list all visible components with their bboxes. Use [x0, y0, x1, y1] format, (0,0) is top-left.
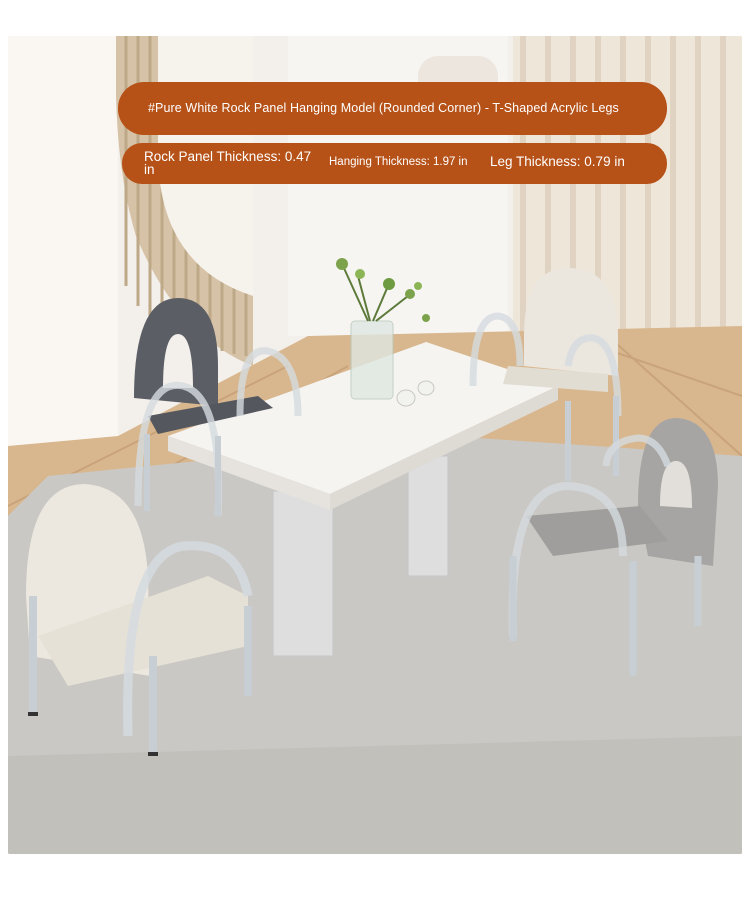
leg-thickness: Leg Thickness: 0.79 in — [490, 154, 625, 169]
rock-panel-thickness: Rock Panel Thickness: 0.47 in — [144, 149, 312, 177]
cup — [397, 390, 415, 406]
title-banner — [118, 82, 667, 135]
hanging-thickness: Hanging Thickness: 1.97 in — [329, 156, 468, 168]
banner-title: #Pure White Rock Panel Hanging Model (Rounded Corner) - T-Shaped Acrylic Legs — [148, 101, 619, 115]
left-wall — [8, 36, 118, 446]
specs-banner — [122, 143, 667, 184]
cup — [418, 381, 434, 395]
